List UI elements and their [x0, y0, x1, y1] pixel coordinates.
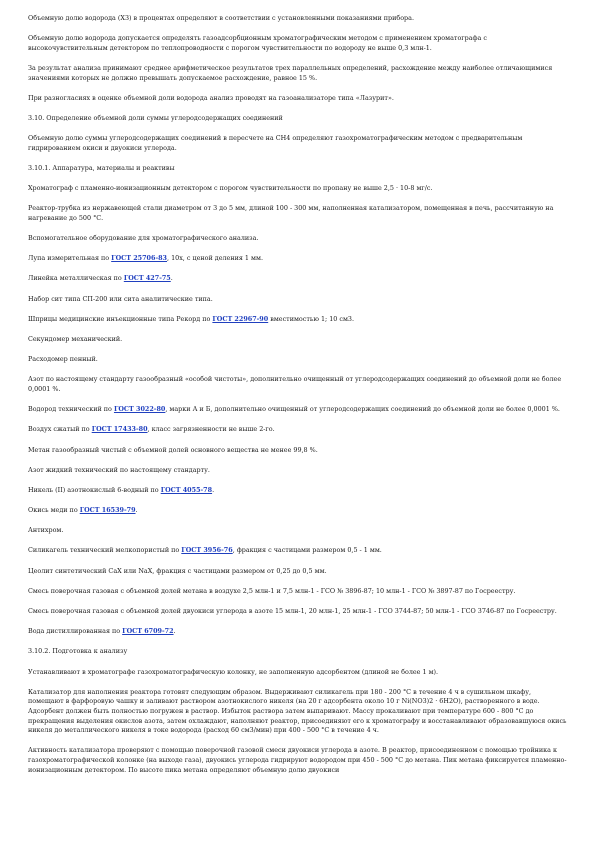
paragraph: Устанавливают в хроматографе газохроматографическую колонку, не заполненную адсорбентом (длиной не более 1 м).	[28, 667, 439, 676]
paragraph-text: Лупа измерительная по	[28, 254, 112, 263]
paragraph: Секундомер механический.	[28, 335, 123, 343]
paragraph: Азот жидкий технический по настоящему стандарту.	[28, 465, 210, 474]
paragraph-text: .	[170, 274, 173, 283]
paragraph: 3.10.2. Подготовка к анализу	[28, 647, 128, 656]
gost-link[interactable]: ГОСТ 25706-83	[111, 254, 167, 263]
paragraph	[28, 254, 568, 264]
paragraph	[28, 627, 568, 637]
paragraph-text: Никель (II) азотнокислый 6-водный по	[28, 485, 161, 494]
paragraph: Азот по настоящему стандарту газообразный «особой чистоты», дополнительно очищенный от углеродсодержащих соединений до объемной доли не более 0,0001 %.	[28, 375, 562, 393]
paragraph: Смесь поверочная газовая с объемной долей метана в воздухе 2,5 млн-1 и 7,5 млн-1 - ГСО № 3896-87; 10 млн-1 - ГСО № 3897-87 по Госреестру.	[28, 586, 516, 595]
paragraph: Набор сит типа СП-200 или сита аналитические типа.	[28, 294, 213, 303]
paragraph-text: , класс загрязненности не выше 2-го.	[147, 425, 275, 434]
paragraph: При разногласиях в оценке объемной доли водорода анализ проводят на газоанализаторе типа «Лазурит».	[28, 93, 394, 102]
gost-link[interactable]: ГОСТ 16539-79	[79, 506, 136, 515]
paragraph: Объемную долю суммы углеродсодержащих соединений в пересчете на СН4 определяют газохроматографическим методом с предварительным гидрированием окиси и двуокиси углерода.	[28, 134, 523, 152]
paragraph	[28, 274, 568, 284]
gost-link[interactable]: ГОСТ 3022-80	[113, 405, 166, 414]
paragraph-text: Силикагель технический мелкопористый по	[28, 546, 182, 555]
paragraph-text: .	[135, 506, 138, 515]
gost-link[interactable]: ГОСТ 4055-78	[160, 485, 213, 494]
paragraph: Вспомогательное оборудование для хроматографического анализа.	[28, 234, 259, 243]
paragraph-text: Шприцы медицинские инъекционные типа Рекорд по	[28, 314, 213, 323]
paragraph	[28, 315, 568, 325]
paragraph-text: Окись меди по	[28, 506, 80, 515]
paragraph-text: .	[212, 485, 215, 494]
paragraph-text: Водород технический по	[28, 405, 114, 414]
paragraph	[28, 486, 568, 496]
paragraph: Реактор-трубка из нержавеющей стали диаметром от 3 до 5 мм, длиной 100 - 300 мм, наполненная катализатором, помещенная в печь, рассчитанную на нагревание до 500 °С.	[28, 204, 554, 222]
document-body	[28, 14, 568, 786]
paragraph	[28, 506, 568, 516]
paragraph: Цеолит синтетический СаХ или NaX, фракция с частицами размером от 0,25 до 0,5 мм.	[28, 566, 327, 575]
gost-link[interactable]: ГОСТ 6709-72	[122, 627, 174, 636]
paragraph: Объемную долю водорода допускается определять газоадсорбционным хроматографическим методом с применением хроматографа с высокочувствительным детектором по теплопроводности с порогом чувствительности по водороду не выше 0,3 млн-1.	[28, 34, 487, 52]
gost-link[interactable]: ГОСТ 17433-80	[91, 425, 148, 434]
gost-link[interactable]: ГОСТ 22967-90	[212, 314, 269, 323]
paragraph: Объемную долю водорода (Х3) в процентах определяют в соответствии с установленными показаниями прибора.	[28, 14, 414, 22]
paragraph	[28, 425, 568, 435]
paragraph: Антихром.	[28, 526, 64, 535]
gost-link[interactable]: ГОСТ 427-75	[123, 274, 171, 283]
paragraph	[28, 546, 568, 556]
paragraph-text: , фракция с частицами размером 0,5 - 1 мм.	[232, 546, 382, 555]
paragraph-text: .	[173, 627, 176, 636]
gost-link[interactable]: ГОСТ 3956-76	[181, 546, 233, 555]
paragraph-text: Линейка металлическая по	[28, 274, 124, 283]
paragraph: Катализатор для наполнения реактора готовят следующим образом. Выдерживают силикагель при 180 - 200 °С в течение 4 ч в сушильном шкафу, помещают в фарфоровую чашку и заливают раствором азотнокислого никеля (на 20 г адсорбента около 10 г Ni(NO3)2 · 6H2O), растворенного в воде. Адсорбент должен быть полностью погружен в раствор. Избыток раствора затем выпаривают. Массу прокаливают при температуре 600 - 800 °С до прекращения выделения окислов азота, затем охлаждают, наполняют реактор, присоединяют его к хроматографу и восстанавливают образовавшуюся окись никеля до металлического никеля в токе водорода (расход 60 см3/мин) при 400 - 500 °С в течение 4 ч.	[28, 687, 567, 735]
paragraph-text: , 10х, с ценой деления 1 мм.	[167, 254, 263, 263]
paragraph-text: , марки А и Б, дополнительно очищенный от углеродсодержащих соединений до объемной доли не более 0,0001 %.	[165, 405, 560, 414]
paragraph: 3.10. Определение объемной доли суммы углеродсодержащих соединений	[28, 113, 283, 122]
paragraph: Хроматограф с пламенно-ионизационным детектором с порогом чувствительности по пропану не выше 2,5 · 10-8 мг/с.	[28, 184, 433, 193]
paragraph: Смесь поверочная газовая с объемной долей двуокиси углерода в азоте 15 млн-1, 20 млн-1, 25 млн-1 - ГСО 3744-87; 50 млн-1 - ГСО 3746-87 по Госреестру.	[28, 607, 557, 616]
paragraph: 3.10.1. Аппаратура, материалы и реактивы	[28, 163, 175, 172]
paragraph: За результат анализа принимают среднее арифметическое результатов трех параллельных определений, расхождение между наиболее отличающимися значениями которых не должно превышать допускаемое расхождение, равное 15 %.	[28, 63, 553, 82]
paragraph-text: Воздух сжатый по	[28, 425, 92, 434]
paragraph: Расходомер пенный.	[28, 355, 98, 364]
paragraph	[28, 405, 568, 415]
paragraph-text: вместимостью 1; 10 см3.	[268, 314, 355, 323]
paragraph-text: Вода дистиллированная по	[28, 627, 123, 636]
paragraph: Метан газообразный чистый с объемной долей основного вещества не менее 99,8 %.	[28, 445, 318, 454]
paragraph: Активность катализатора проверяют с помощью поверочной газовой смеси двуокиси углерода в азоте. В реактор, присоединенном с помощью тройника к газохроматографической колонке (на выходе газа), двуокись углерода гидрируют водородом при 450 - 500 °С до метана. Пик метана фиксируется пламенно-ионизационным детектором. По высоте пика метана определяют объемную долю двуокиси	[28, 746, 567, 774]
